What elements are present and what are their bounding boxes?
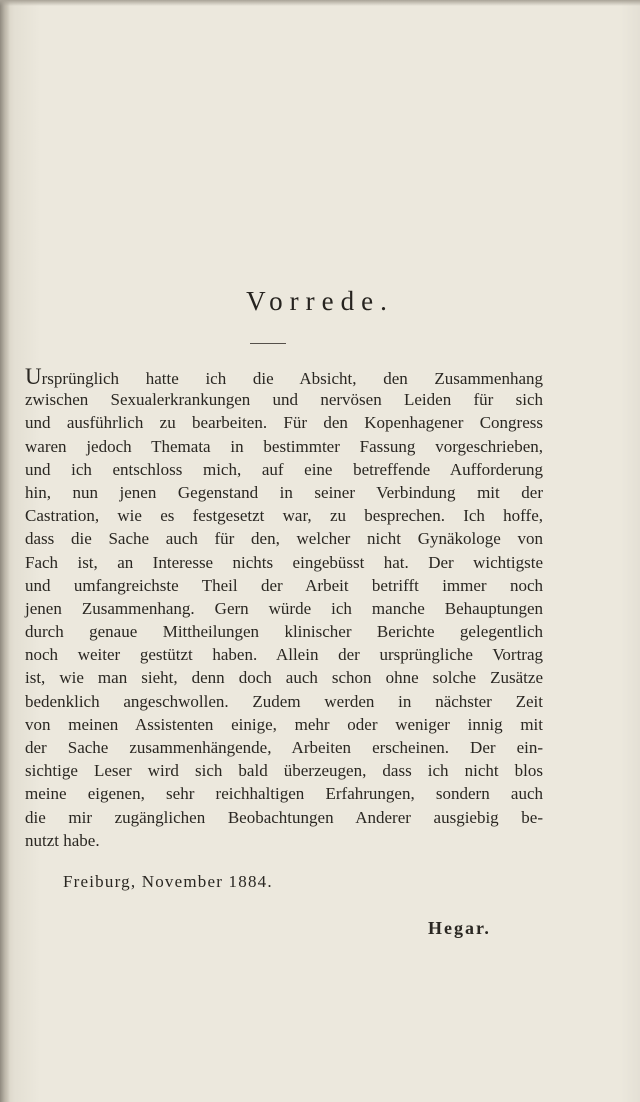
text-line: und ausführlich zu bearbeiten. Für den Kopenhagener Congress bbox=[25, 413, 543, 433]
text-line: der Sache zusammenhängende, Arbeiten erscheinen. Der ein- bbox=[25, 738, 543, 757]
page-top-edge bbox=[0, 0, 640, 6]
page-title: Vorrede. bbox=[246, 286, 394, 316]
text-line: von meinen Assistenten einige, mehr oder weniger innig mit bbox=[25, 714, 543, 734]
text-line: zwischen Sexualerkrankungen und nervösen Leiden für sich bbox=[25, 390, 543, 410]
preface-paragraph bbox=[25, 365, 543, 852]
text-line: jenen Zusammenhang. Gern würde ich manche Behauptungen bbox=[25, 598, 543, 618]
text-line: die mir zugänglichen Beobachtungen Anderer ausgiebig be- bbox=[25, 807, 543, 827]
text-line: Fach ist, an Interesse nichts eingebüsst hat. Der wichtigste bbox=[25, 552, 543, 572]
text-line: und umfangreichste Theil der Arbeit betrifft immer noch bbox=[25, 575, 543, 595]
text-line: und ich entschloss mich, auf eine betreffende Aufforderung bbox=[25, 459, 543, 479]
text-line: bedenklich angeschwollen. Zudem werden in nächster Zeit bbox=[25, 691, 543, 711]
text-line: waren jedoch Themata in bestimmter Fassung vorgeschrieben, bbox=[25, 436, 543, 456]
text-line: sichtige Leser wird sich bald überzeugen, dass ich nicht blos bbox=[25, 761, 543, 781]
text-line: meine eigenen, sehr reichhaltigen Erfahrungen, sondern auch bbox=[25, 784, 543, 804]
text-line: ist, wie man sieht, denn doch auch schon ohne solche Zusätze bbox=[25, 668, 543, 688]
page-binding-edge bbox=[0, 0, 10, 1102]
text-line: nutzt habe. bbox=[25, 830, 100, 850]
text-line: durch genaue Mittheilungen klinischer Berichte gelegentlich bbox=[25, 622, 543, 642]
author-signature: Hegar. bbox=[428, 918, 491, 938]
text-line: Ursprünglich hatte ich die Absicht, den Zusammenhang bbox=[25, 364, 543, 389]
text-line: noch weiter gestützt haben. Allein der ursprüngliche Vortrag bbox=[25, 645, 543, 665]
title-divider bbox=[250, 343, 286, 344]
text-line: dass die Sache auch für den, welcher nicht Gynäkologe von bbox=[25, 529, 543, 549]
text-line: hin, nun jenen Gegenstand in seiner Verbindung mit der bbox=[25, 482, 543, 502]
text-line: Castration, wie es festgesetzt war, zu besprechen. Ich hoffe, bbox=[25, 506, 543, 526]
place-date: Freiburg, November 1884. bbox=[63, 872, 273, 891]
